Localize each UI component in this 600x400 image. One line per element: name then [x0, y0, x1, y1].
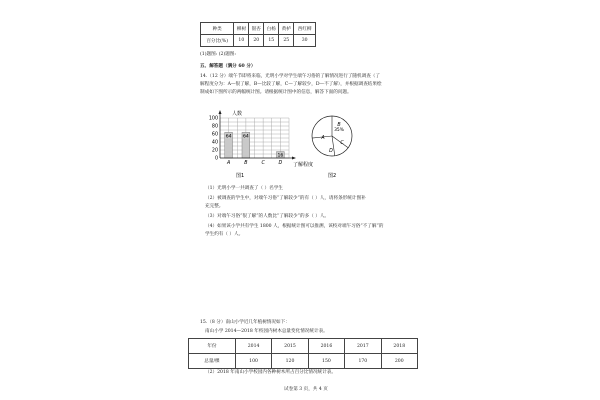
section-title: 五、解答题（满分 60 分）	[200, 64, 256, 69]
sub-question-labels: (1)题图: (2)题图:	[200, 52, 236, 57]
table-cell: 170	[345, 354, 381, 369]
figure-caption: 图2	[328, 173, 337, 179]
table-cell: 20	[249, 35, 264, 47]
q14-sub4: 学生约有（ ）人。	[205, 232, 244, 237]
table-cell: 100	[235, 354, 271, 369]
q14-line: 制成如下图所示的两幅统计图。请根据统计图中的信息，解答下面的问题。	[200, 90, 352, 95]
table-header-cell: 2016	[308, 339, 344, 354]
table-header-cell: 2017	[345, 339, 381, 354]
table-cell: 120	[272, 354, 308, 369]
table-header-cell: 2018	[381, 339, 417, 354]
table-header-cell: 2015	[272, 339, 308, 354]
q14-line: 14.（12 分）端午节即将来临，光明小学对学生端午习俗的了解情况进行了随机调查（了	[200, 74, 380, 79]
y-tick-label: 20	[211, 148, 218, 154]
x-axis-label: 了解程度	[293, 162, 314, 168]
table-header-row	[189, 339, 418, 354]
y-tick-label: 60	[211, 132, 218, 138]
table-header-row	[201, 23, 316, 35]
table-header-cell: 银杏	[249, 23, 264, 35]
tree-percent-table	[200, 22, 316, 47]
q14-sub2: （2）被调查的学生中，对端午习俗“了解较少”的有（ ）人，请将条形统计图补	[205, 196, 366, 201]
q15-sub2: （2）2018 年南山小学校园内各种树木所占百分比情况统计表。	[205, 370, 336, 375]
q14-sub1: （1）光明小学一共调查了（ ）名学生	[205, 186, 283, 191]
y-tick-label: 0	[214, 156, 218, 162]
x-tick-label: B	[244, 161, 248, 166]
table-cell: 200	[381, 354, 417, 369]
table-row-label: 总量/棵	[189, 354, 236, 369]
q15-intro: 15.（8 分）南山小学近几年植树情况如下：	[200, 320, 290, 325]
q14-sub3: （3）对端午习俗“很了解”的人数比“了解较少”的多（ ）人。	[205, 214, 330, 219]
pie-slice-label: A	[321, 136, 325, 141]
pie-chart	[304, 108, 364, 180]
tree-total-table	[188, 338, 418, 369]
pie-slice-label: D	[329, 149, 333, 154]
data-label: 64	[242, 134, 249, 140]
table-header-cell: 黄栌	[279, 23, 294, 35]
table-row-label: 百分比(%)	[201, 35, 234, 47]
x-tick-label: C	[261, 161, 265, 166]
data-label: 64	[225, 134, 232, 140]
table-header-cell: 柳树	[234, 23, 249, 35]
table-cell: 30	[294, 35, 316, 47]
x-axis-arrow	[292, 157, 296, 160]
table-header-cell: 种类	[201, 23, 234, 35]
y-axis-arrow	[219, 110, 222, 114]
table-header-cell: 西红柳	[294, 23, 316, 35]
q15-table-title: 南山小学 2014—2018 年校园内树木总量变化情况统计表。	[205, 329, 328, 334]
y-tick-label: 100	[208, 116, 218, 122]
q14-sub4: （4）如果该小学共有学生 1800 人，根据统计图可以推测，该校对端午习俗“不了解”的	[205, 224, 384, 229]
figure-caption: 图1	[236, 173, 245, 179]
y-tick-label: 80	[211, 124, 218, 130]
table-row	[189, 354, 418, 369]
pie-slice-percent: 35%	[334, 128, 344, 133]
table-header-cell: 白杨	[264, 23, 279, 35]
pie-slice-label: B	[337, 123, 341, 128]
table-header-cell: 2014	[235, 339, 271, 354]
table-cell: 25	[279, 35, 294, 47]
table-cell: 10	[234, 35, 249, 47]
table-cell: 15	[264, 35, 279, 47]
table-header-cell: 年份	[189, 339, 236, 354]
q14-sub2: 充完整。	[205, 204, 224, 209]
q14-line: 解程度分为：A—很了解，B—比较了解，C—了解较少，D—不了解），并根据调查结果绘	[200, 82, 382, 87]
table-cell: 150	[308, 354, 344, 369]
y-axis-label: 人数	[232, 111, 243, 117]
table-row	[201, 35, 316, 47]
x-tick-label: D	[278, 161, 283, 166]
x-tick-label: A	[226, 161, 231, 166]
pie-slice-label: C	[340, 141, 344, 146]
data-label: 16	[277, 153, 284, 159]
page-footer: 试卷第 3 页，共 4 页	[284, 387, 328, 392]
y-tick-label: 40	[211, 140, 218, 146]
